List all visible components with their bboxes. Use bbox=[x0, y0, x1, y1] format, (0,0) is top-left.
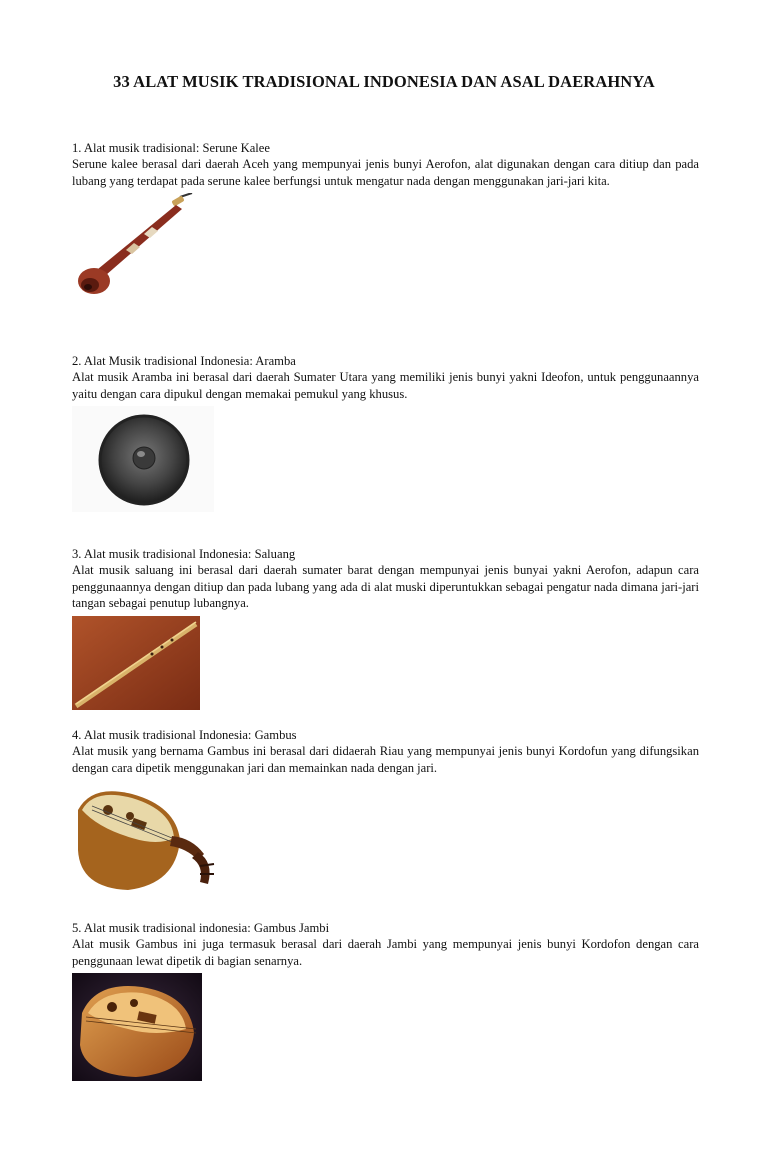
section-body: Alat musik saluang ini berasal dari daerah sumater barat dengan mempunyai jenis bunyai yakni Aerofon, adapun cara penggunaannya dengan ditiup dan pada lubang yang ada di alat muski diperuntukkan sebagai pengatur nada dimana jari-jari tangan sebagai penutup lubangnya. bbox=[72, 563, 699, 610]
section-heading: 4. Alat musik tradisional Indonesia: Gambus bbox=[72, 728, 297, 742]
section-heading: 5. Alat musik tradisional indonesia: Gambus Jambi bbox=[72, 921, 330, 935]
section-body: Serune kalee berasal dari daerah Aceh yang mempunyai jenis bunyi Aerofon, alat digunakan dengan cara ditiup dan pada lubang yang terdapat pada serune kalee berfungsi untuk mengatur nada dengan menggunakan jari-jari kita. bbox=[72, 157, 699, 188]
page-title: 33 ALAT MUSIK TRADISIONAL INDONESIA DAN ASAL DAERAHNYA bbox=[113, 72, 655, 91]
saluang-image bbox=[72, 616, 699, 710]
section-serune-kalee bbox=[72, 140, 699, 301]
section-body: Alat musik yang bernama Gambus ini berasal dari didaerah Riau yang mempunyai jenis bunyi Kordofun yang difungsikan dengan cara dipetik menggunakan jari dan memainkan nada dengan jari. bbox=[72, 744, 699, 775]
section-gambus-jambi bbox=[72, 920, 699, 1081]
section-gambus bbox=[72, 727, 699, 896]
section-heading: 2. Alat Musik tradisional Indonesia: Aramba bbox=[72, 354, 296, 368]
section-heading: 1. Alat musik tradisional: Serune Kalee bbox=[72, 141, 270, 155]
section-body: Alat musik Aramba ini berasal dari daerah Sumater Utara yang memiliki jenis bunyi yakni Ideofon, untuk penggunaannya yaitu dengan cara dipukul dengan memakai pemukul yang khusus. bbox=[72, 370, 699, 401]
section-aramba bbox=[72, 353, 699, 512]
serune-kalee-image bbox=[72, 193, 699, 301]
section-heading: 3. Alat musik tradisional Indonesia: Saluang bbox=[72, 547, 296, 561]
section-body: Alat musik Gambus ini juga termasuk berasal dari daerah Jambi yang mempunyai jenis bunyi Kordofon dengan cara penggunaan lewat dipetik di bagian senarnya. bbox=[72, 937, 699, 968]
gambus-jambi-image bbox=[72, 973, 699, 1081]
gambus-image bbox=[72, 780, 699, 896]
section-saluang bbox=[72, 546, 699, 710]
aramba-gong-image bbox=[72, 406, 699, 512]
